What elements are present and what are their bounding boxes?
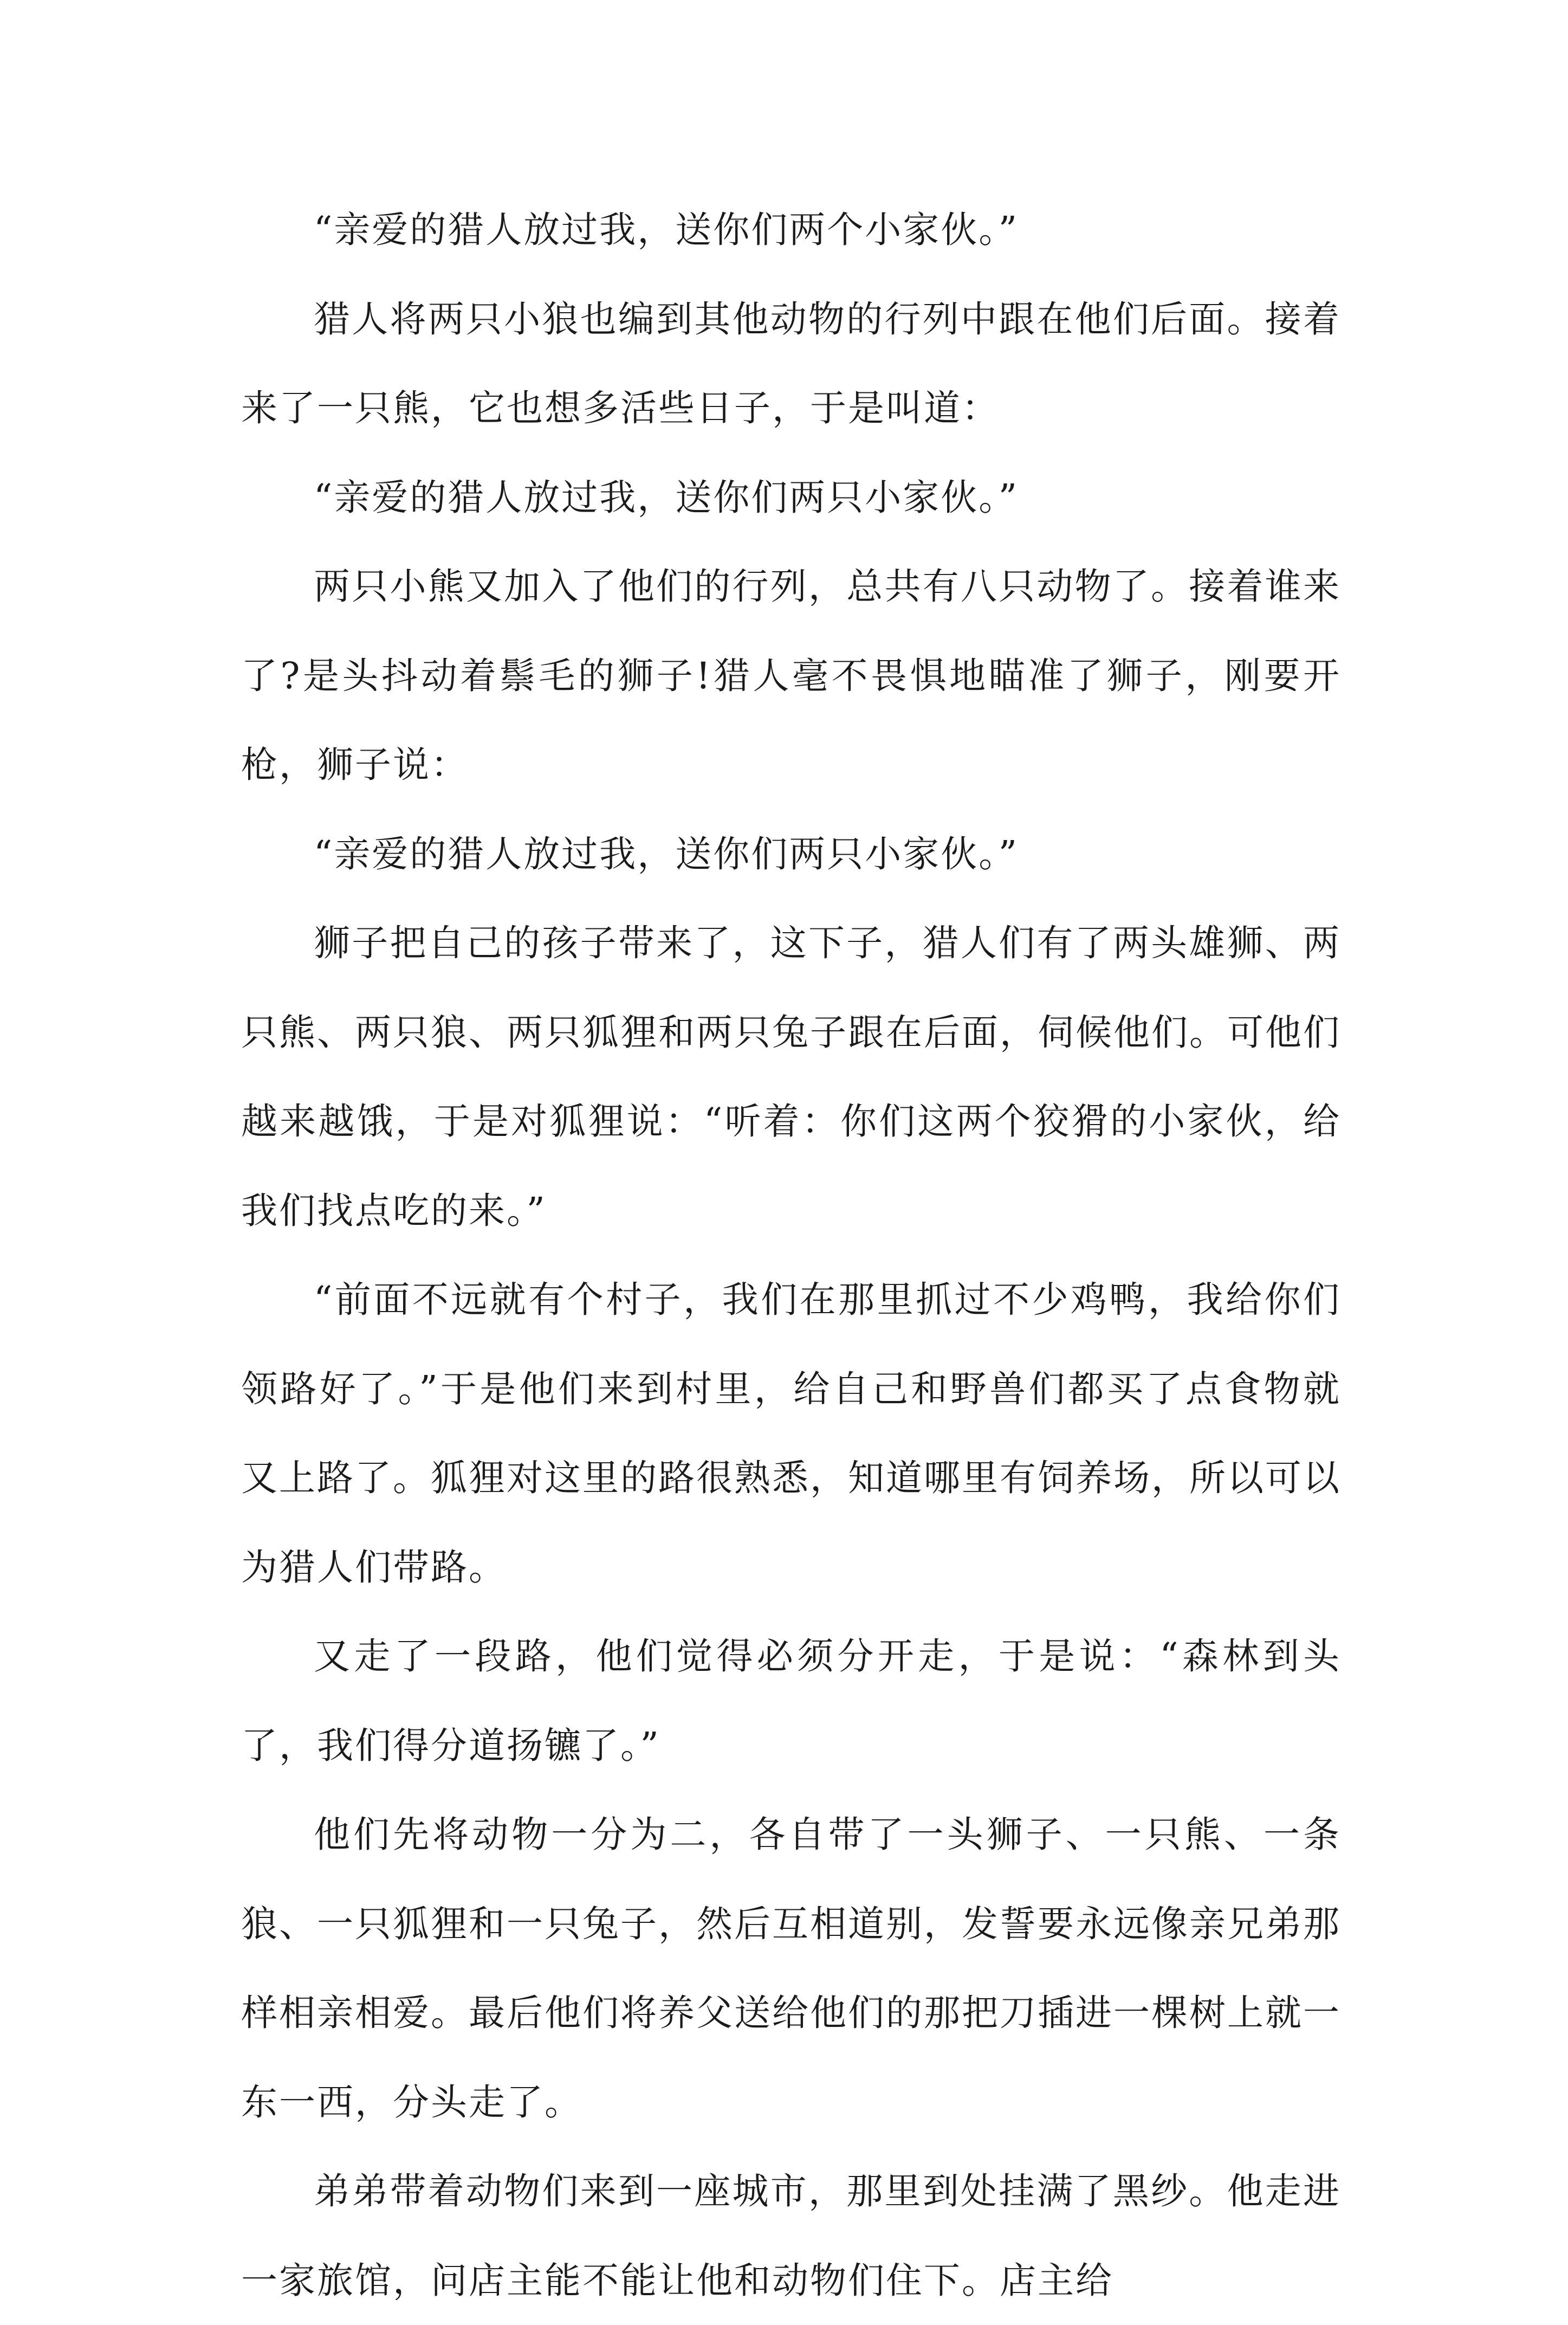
paragraph: 弟弟带着动物们来到一座城市，那里到处挂满了黑纱。他走进一家旅馆，问店主能不能让他和动物们住下。店主给 [241,2170,1341,2302]
paragraph: “亲爱的猎人放过我，送你们两个小家伙。” [314,209,1019,251]
paragraph: 狮子把自己的孩子带来了，这下子，猎人们有了两头雄狮、两只熊、两只狼、两只狐狸和两只兔子跟在后面，伺候他们。可他们越来越饿，于是对狐狸说：“听着：你们这两个狡猾的小家伙，给我们找点吃的来。” [241,922,1341,1232]
paragraph: “亲爱的猎人放过我，送你们两只小家伙。” [314,476,1019,519]
paragraph: 又走了一段路，他们觉得必须分开走，于是说：“森林到头了，我们得分道扬镳了。” [241,1635,1341,1767]
paragraph: 两只小熊又加入了他们的行列，总共有八只动物了。接着谁来了?是头抖动着鬃毛的狮子!猎人毫不畏惧地瞄准了狮子，刚要开枪，狮子说： [241,565,1341,786]
paragraph: “前面不远就有个村子，我们在那里抓过不少鸡鸭，我给你们领路好了。”于是他们来到村里，给自己和野兽们都买了点食物就又上路了。狐狸对这里的路很熟悉，知道哪里有饲养场，所以可以为猎人们带路。 [241,1278,1341,1588]
story-text [241,185,1341,2325]
paragraph: 他们先将动物一分为二，各自带了一头狮子、一只熊、一条狼、一只狐狸和一只兔子，然后互相道别，发誓要永远像亲兄弟那样相亲相爱。最后他们将养父送给他们的那把刀插进一棵树上就一东一西，分头走了。 [241,1813,1341,2123]
paragraph: 猎人将两只小狼也编到其他动物的行列中跟在他们后面。接着来了一只熊，它也想多活些日子，于是叫道： [241,298,1341,429]
paragraph: “亲爱的猎人放过我，送你们两只小家伙。” [314,832,1019,875]
